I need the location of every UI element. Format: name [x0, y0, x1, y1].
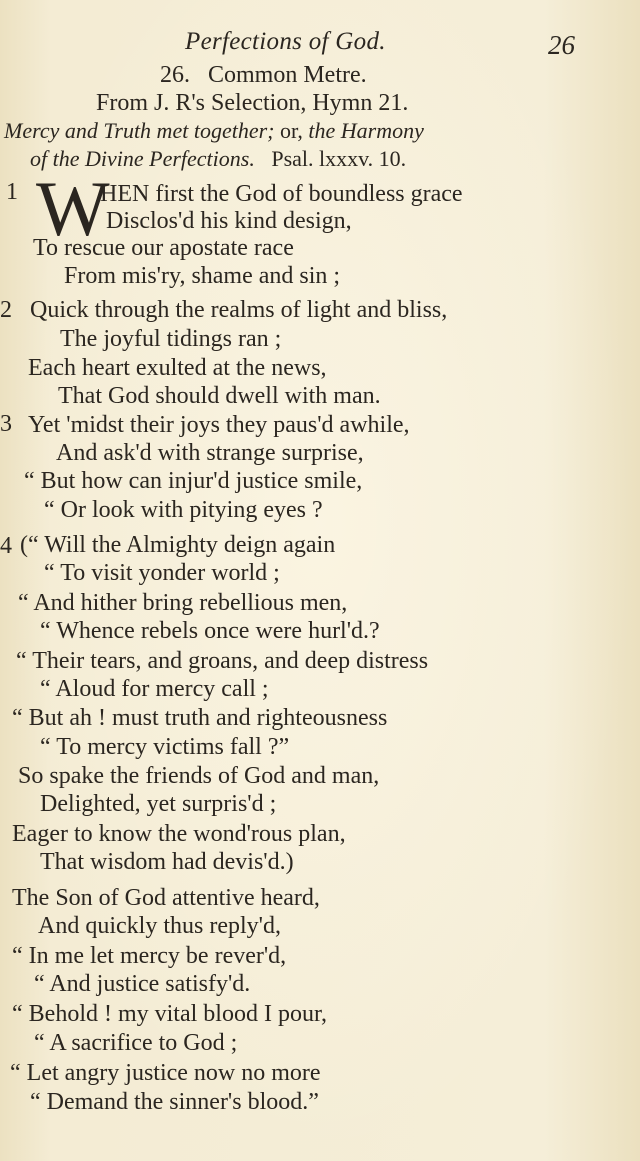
psalm-reference: Psal. lxxxv. 10.	[271, 146, 407, 171]
subtitle-part2: the Harmony	[308, 118, 424, 143]
hymn-line: “ But ah ! must truth and righteousness	[12, 705, 388, 731]
verse-number: 1	[6, 179, 18, 205]
hymn-line: “ Or look with pitying eyes ?	[44, 497, 323, 523]
hymn-line: Disclos'd his kind design,	[106, 208, 352, 234]
hymn-line: And quickly thus reply'd,	[38, 913, 281, 939]
hymn-heading	[160, 62, 367, 89]
verse-number: 3	[0, 411, 12, 437]
hymn-line: So spake the friends of God and man,	[18, 763, 380, 789]
hymn-line: “ Let angry justice now no more	[10, 1060, 321, 1086]
hymn-line: Delighted, yet surpris'd ;	[40, 791, 277, 817]
hymn-subtitle-line1	[4, 118, 424, 144]
hymn-line: The joyful tidings ran ;	[60, 326, 282, 352]
hymn-line: (“ Will the Almighty deign again	[20, 532, 336, 558]
hymn-line: Eager to know the wond'rous plan,	[12, 821, 346, 847]
hymn-line: “ And hither bring rebellious men,	[18, 590, 348, 616]
hymn-line: “ Whence rebels once were hurl'd.?	[40, 618, 380, 644]
hymn-line: To rescue our apostate race	[33, 235, 294, 261]
hymn-line: From mis'ry, shame and sin ;	[64, 263, 341, 289]
hymn-line: “ To visit yonder world ;	[44, 560, 280, 586]
page-number: 26	[548, 30, 575, 60]
subtitle-or: or,	[279, 118, 303, 143]
hymn-line: That God should dwell with man.	[58, 383, 381, 409]
hymn-metre: Common Metre.	[208, 62, 367, 88]
hymn-number: 26.	[160, 62, 190, 88]
hymn-line: “ A sacrifice to God ;	[34, 1030, 238, 1056]
hymn-line: Each heart exulted at the news,	[28, 355, 327, 381]
subtitle-part3: of the Divine Perfections.	[30, 146, 255, 171]
verse-number: 4	[0, 533, 12, 559]
hymn-line: “ And justice satisfy'd.	[34, 971, 251, 997]
hymn-line: “ Their tears, and groans, and deep distress	[16, 648, 429, 674]
running-head: Perfections of God.	[185, 28, 386, 55]
hymn-line: Quick through the realms of light and bliss,	[30, 297, 448, 323]
subtitle-part1: Mercy and Truth met together;	[4, 118, 275, 143]
hymn-line: “ Demand the sinner's blood.”	[30, 1089, 319, 1115]
hymn-line: “ Behold ! my vital blood I pour,	[12, 1001, 327, 1027]
hymn-line: “ To mercy victims fall ?”	[40, 734, 290, 760]
verse-number: 2	[0, 297, 12, 323]
hymn-line: And ask'd with strange surprise,	[56, 440, 364, 466]
hymn-line: “ Aloud for mercy call ;	[40, 676, 269, 702]
hymn-line: “ In me let mercy be rever'd,	[12, 943, 287, 969]
hymn-line: HEN first the God of boundless grace	[100, 181, 463, 207]
hymn-line: Yet 'midst their joys they paus'd awhile,	[28, 412, 410, 438]
hymn-line: “ But how can injur'd justice smile,	[24, 468, 363, 494]
hymn-line: The Son of God attentive heard,	[12, 885, 320, 911]
drop-cap: W	[36, 165, 110, 252]
hymn-line: That wisdom had devis'd.)	[40, 849, 294, 875]
hymn-source: From J. R's Selection, Hymn 21.	[96, 90, 409, 116]
